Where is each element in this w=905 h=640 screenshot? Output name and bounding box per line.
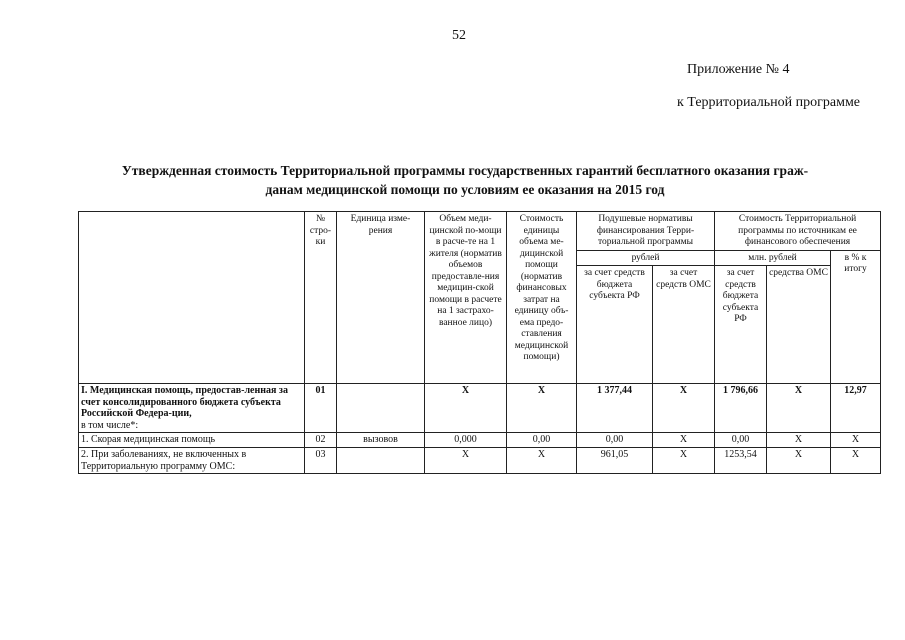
row-per-capita-oms: Х: [653, 384, 715, 433]
row-percent: Х: [831, 433, 881, 448]
row-label: 1. Скорая медицинская помощь: [79, 433, 305, 448]
appendix-subtitle: к Территориальной программе: [677, 95, 861, 110]
header-budget-rf-mln: за счет средств бюджета субъекта РФ: [715, 266, 767, 384]
header-percent-total: в % к итогу: [831, 250, 881, 384]
table-row: [79, 448, 881, 474]
row-cost-budget: 0,00: [715, 433, 767, 448]
row-per-capita-oms: Х: [653, 448, 715, 474]
row-volume: Х: [425, 448, 507, 474]
row-cost: Х: [507, 384, 577, 433]
page-number: 52: [452, 28, 466, 43]
header-per-capita: Подушевые нормативы финансирования Терри-ториальной программы: [577, 212, 715, 251]
row-percent: Х: [831, 448, 881, 474]
header-row-number: № стро-ки: [305, 212, 337, 384]
header-unit: Единица изме-рения: [337, 212, 425, 384]
row-sublabel: в том числе*:: [81, 419, 139, 431]
header-budget-rf: за счет средств бюджета субъекта РФ: [577, 266, 653, 384]
header-program-cost: Стоимость Территориальной программы по источникам ее финансового обеспечения: [715, 212, 881, 251]
row-cost: Х: [507, 448, 577, 474]
header-volume: Объем меди-цинской по-мощи в расче-те на 1 жителя (норматив объемов предоставле-ния медицин-ской помощи в расчете на 1 застрахо-ванное лицо): [425, 212, 507, 384]
document-title: [70, 161, 860, 199]
row-per-capita-budget: 0,00: [577, 433, 653, 448]
row-per-capita-budget: 1 377,44: [577, 384, 653, 433]
row-per-capita-oms: Х: [653, 433, 715, 448]
row-per-capita-budget: 961,05: [577, 448, 653, 474]
header-unit-cost: Стоимость единицы объема ме-дицинской помощи (норматив финансовых затрат на единицу объ-ема предо-ставления медицинской помощи): [507, 212, 577, 384]
row-cost-budget: 1 796,66: [715, 384, 767, 433]
table-row: [79, 433, 881, 448]
row-label: [79, 384, 305, 433]
header-oms-mln: средства ОМС: [767, 266, 831, 384]
title-line-2: данам медицинской помощи по условиям ее оказания на 2015 год: [265, 182, 665, 197]
row-cost: 0,00: [507, 433, 577, 448]
cost-table: [78, 211, 881, 474]
header-empty-cell: [79, 212, 305, 384]
row-percent: 12,97: [831, 384, 881, 433]
row-cost-oms: Х: [767, 433, 831, 448]
header-mln-rubles: млн. рублей: [715, 250, 831, 266]
row-unit: [337, 384, 425, 433]
row-number: 03: [305, 448, 337, 474]
title-line-1: Утвержденная стоимость Территориальной программы государственных гарантий бесплатного оказания граж-: [121, 163, 809, 178]
row-label-text: I. Медицинская помощь, предостав-ленная за счет консолидированного бюджета субъекта Российской Федера-ции,: [81, 385, 288, 419]
table-row: [79, 384, 881, 433]
row-cost-budget: 1253,54: [715, 448, 767, 474]
appendix-label: Приложение № 4: [687, 62, 790, 77]
row-cost-oms: Х: [767, 448, 831, 474]
row-number: 01: [305, 384, 337, 433]
row-label: 2. При заболеваниях, не включенных в Территориальную программу ОМС:: [79, 448, 305, 474]
row-volume: 0,000: [425, 433, 507, 448]
table-header-row: [79, 212, 881, 251]
row-volume: Х: [425, 384, 507, 433]
row-unit: [337, 448, 425, 474]
header-rubles: рублей: [577, 250, 715, 266]
header-oms: за счет средств ОМС: [653, 266, 715, 384]
row-cost-oms: Х: [767, 384, 831, 433]
row-number: 02: [305, 433, 337, 448]
row-unit: вызовов: [337, 433, 425, 448]
